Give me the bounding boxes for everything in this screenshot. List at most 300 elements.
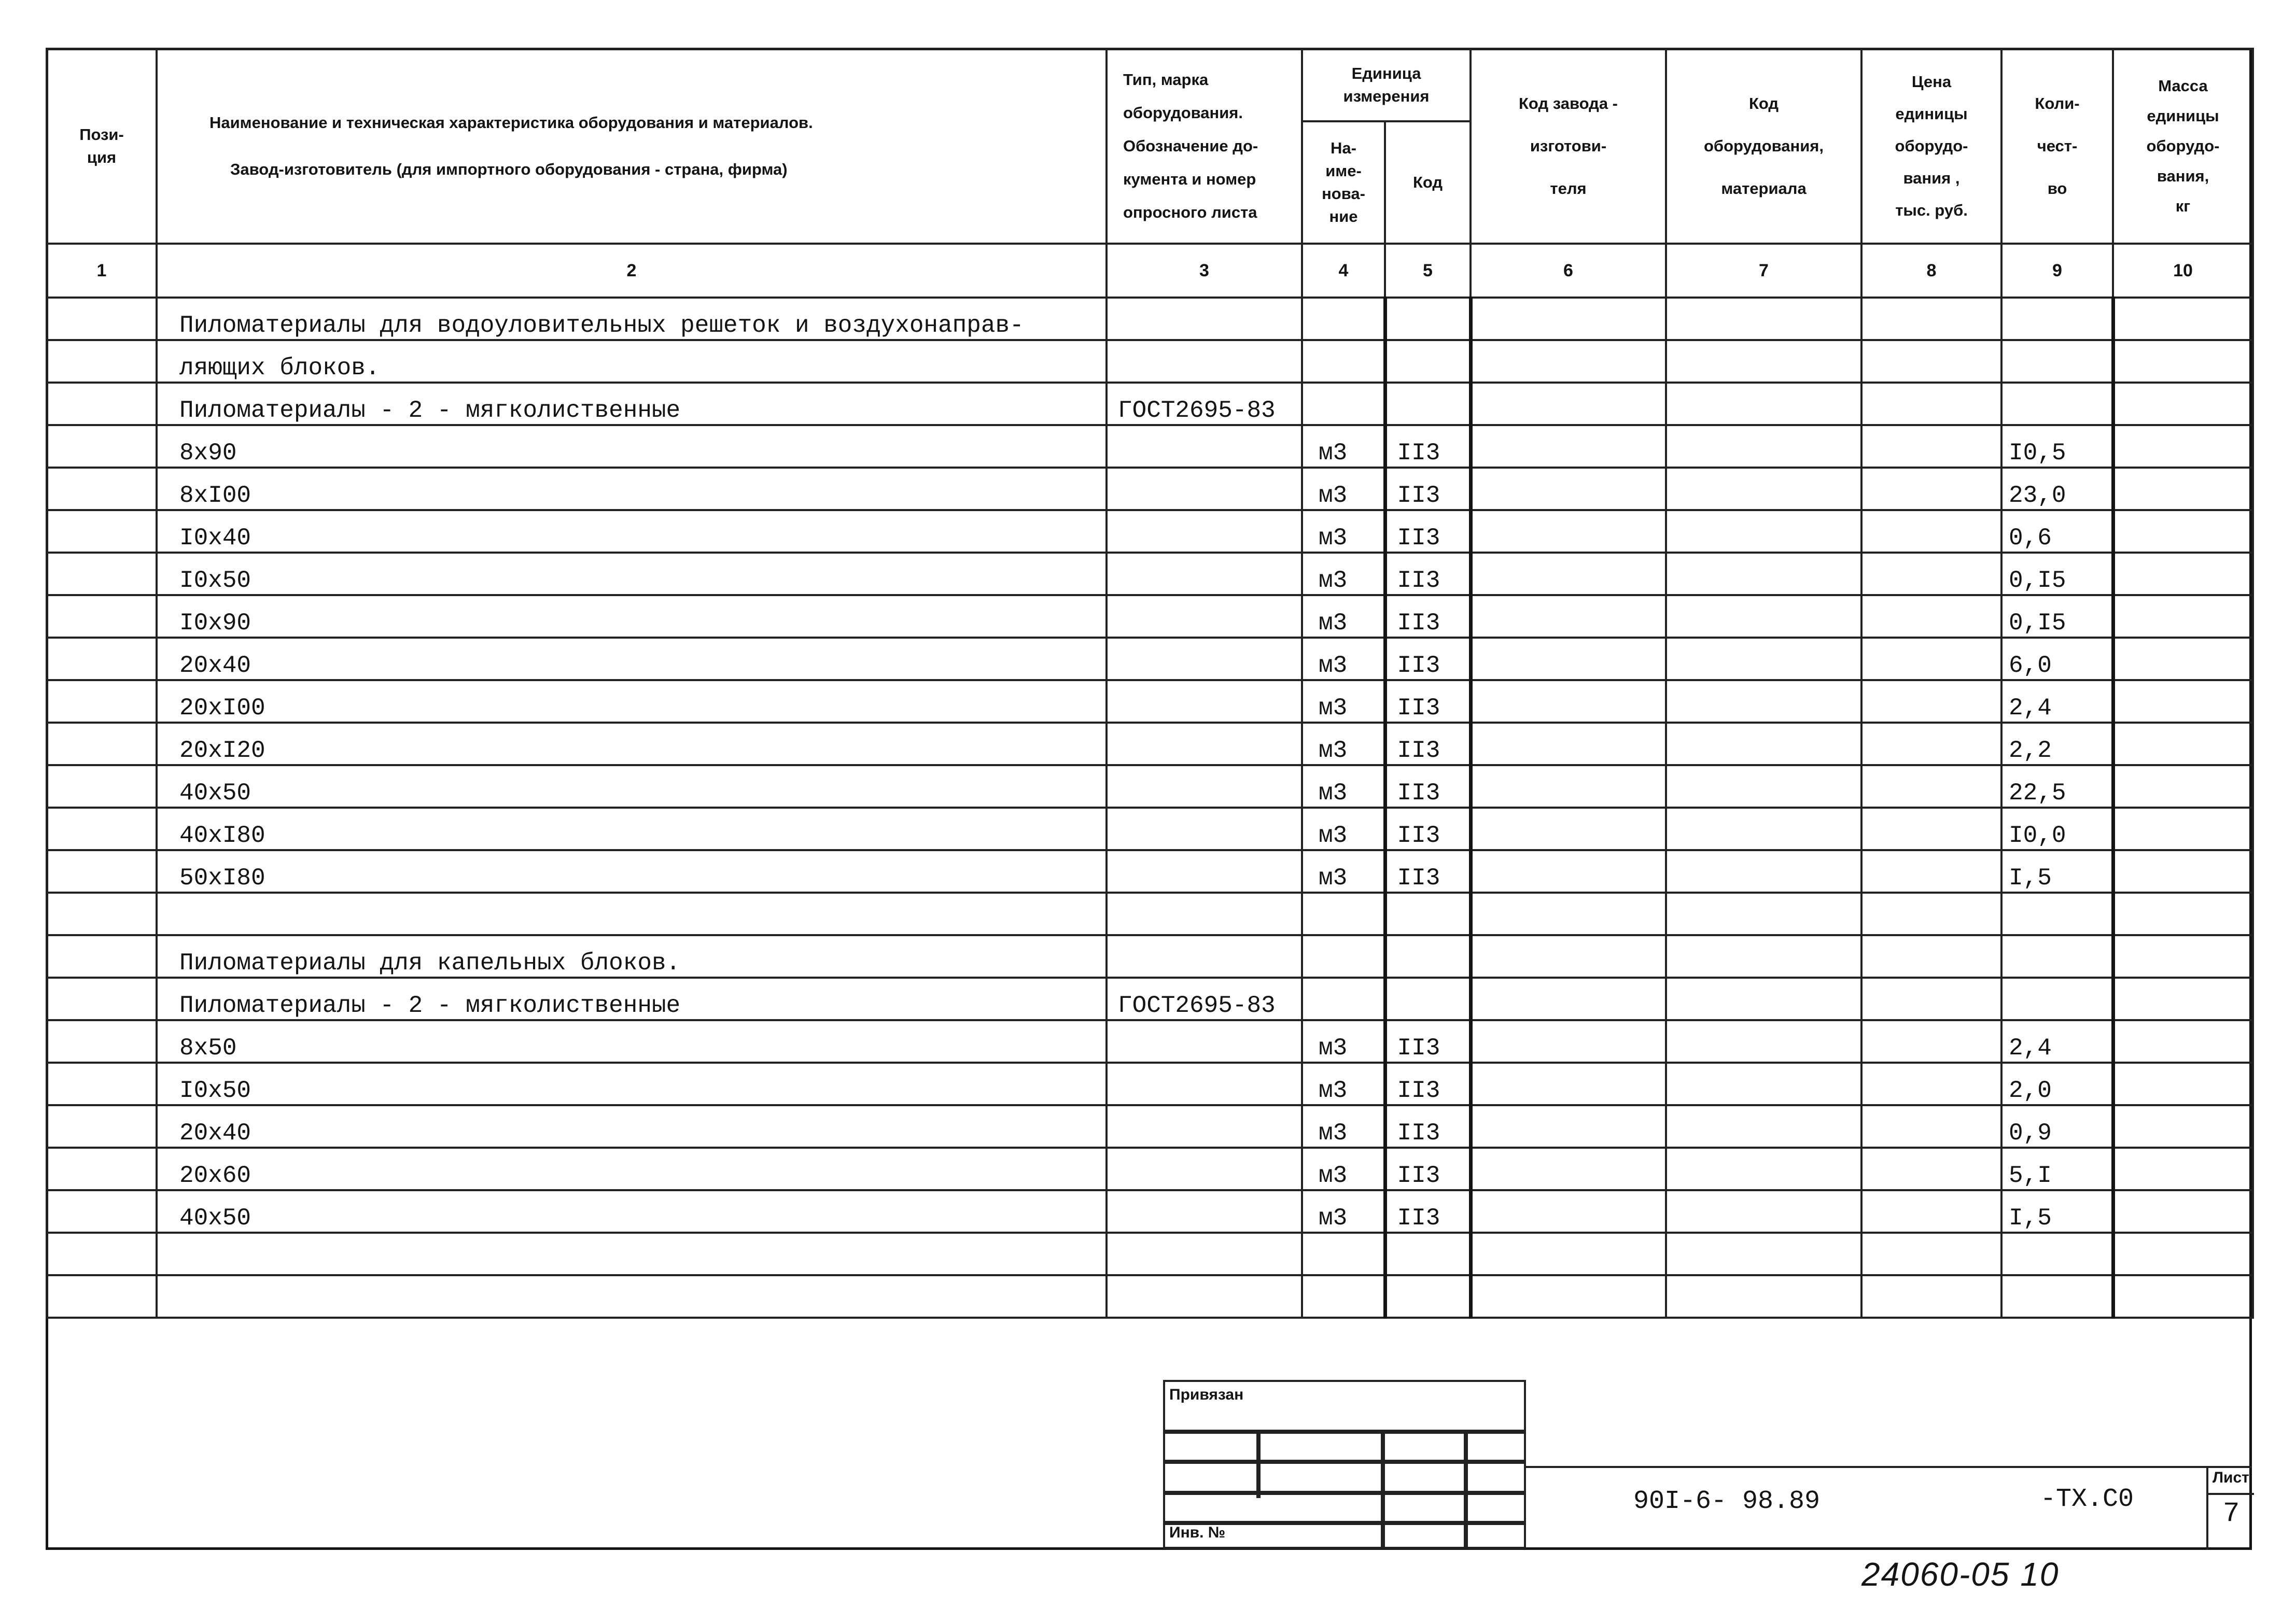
table-cell-c6 [1471, 1020, 1666, 1063]
table-cell-c10 [2113, 935, 2253, 978]
table-cell-c6 [1471, 510, 1666, 553]
table-cell-c2: 20х40 [157, 1105, 1107, 1148]
table-cell-c2: 8х50 [157, 1020, 1107, 1063]
table-cell-c6 [1471, 638, 1666, 680]
table-cell-c7 [1666, 468, 1861, 510]
document-number: 90I-6- 98.89 [1633, 1487, 1821, 1516]
table-cell-c7 [1666, 425, 1861, 468]
header-plant-code: Код завода - изготови- теля [1471, 49, 1666, 244]
table-cell-c3 [1107, 468, 1302, 510]
table-row [47, 1020, 2253, 1063]
header-type: Тип, марка оборудования. Обозначение до- кумента и номер опросного листа [1107, 49, 1302, 244]
table-cell-c3: ГОСТ2695-83 [1107, 978, 1302, 1020]
table-cell-c4 [1302, 1233, 1385, 1275]
table-cell-c6 [1471, 1148, 1666, 1190]
table-cell-c7 [1666, 1105, 1861, 1148]
table-cell-c3 [1107, 1020, 1302, 1063]
table-cell-c7 [1666, 723, 1861, 765]
table-row [47, 765, 2253, 808]
table-cell-c8 [1861, 1148, 2001, 1190]
table-cell-c4: м3 [1302, 595, 1385, 638]
column-number: 7 [1666, 244, 1861, 298]
column-number: 1 [47, 244, 157, 298]
table-cell-c10 [2113, 298, 2253, 340]
table-cell-c3 [1107, 510, 1302, 553]
table-row [47, 298, 2253, 340]
table-cell-c10 [2113, 638, 2253, 680]
table-cell-c2: 20х60 [157, 1148, 1107, 1190]
table-cell-c10 [2113, 1148, 2253, 1190]
table-cell-c3 [1107, 425, 1302, 468]
table-cell-c5 [1385, 383, 1471, 425]
table-cell-c5: II3 [1385, 1105, 1471, 1148]
table-cell-c4 [1302, 935, 1385, 978]
sheet-box-divider [2208, 1493, 2254, 1495]
header-unit-name: На- име- нова- ние [1302, 121, 1385, 244]
table-cell-c2 [157, 893, 1107, 935]
table-cell-c3 [1107, 1063, 1302, 1105]
table-cell-c8 [1861, 340, 2001, 383]
specification-table [46, 48, 2254, 1319]
column-number: 3 [1107, 244, 1302, 298]
table-cell-c6 [1471, 723, 1666, 765]
table-cell-c1 [47, 425, 157, 468]
table-cell-c8 [1861, 553, 2001, 595]
table-cell-c10 [2113, 468, 2253, 510]
table-cell-c7 [1666, 1190, 1861, 1233]
table-cell-c8 [1861, 595, 2001, 638]
table-cell-c2: 50хI80 [157, 850, 1107, 893]
table-row [47, 425, 2253, 468]
table-cell-c2: I0х40 [157, 510, 1107, 553]
table-cell-c2: 40х50 [157, 765, 1107, 808]
table-cell-c5: II3 [1385, 1063, 1471, 1105]
table-row [47, 1190, 2253, 1233]
table-cell-c2 [157, 1233, 1107, 1275]
table-cell-c9: I0,0 [2001, 808, 2113, 850]
table-cell-c1 [47, 1190, 157, 1233]
table-cell-c3 [1107, 1233, 1302, 1275]
table-cell-c10 [2113, 850, 2253, 893]
table-cell-c8 [1861, 1105, 2001, 1148]
table-cell-c7 [1666, 808, 1861, 850]
table-cell-c8 [1861, 765, 2001, 808]
table-cell-c4: м3 [1302, 680, 1385, 723]
header-quantity: Коли- чест- во [2001, 49, 2113, 244]
table-cell-c6 [1471, 553, 1666, 595]
table-cell-c7 [1666, 893, 1861, 935]
title-block-stamp [1163, 1380, 1526, 1549]
table-cell-c5: II3 [1385, 808, 1471, 850]
table-cell-c1 [47, 680, 157, 723]
header-position: Пози- ция [47, 49, 157, 244]
table-cell-c7 [1666, 298, 1861, 340]
table-cell-c3 [1107, 638, 1302, 680]
table-cell-c7 [1666, 638, 1861, 680]
table-cell-c5: II3 [1385, 765, 1471, 808]
table-cell-c2: I0х50 [157, 1063, 1107, 1105]
column-number: 5 [1385, 244, 1471, 298]
table-cell-c5: II3 [1385, 1148, 1471, 1190]
table-cell-c1 [47, 893, 157, 935]
sheet-label: Лист [2213, 1469, 2249, 1486]
table-cell-c9: 0,9 [2001, 1105, 2113, 1148]
table-cell-c6 [1471, 1233, 1666, 1275]
table-cell-c7 [1666, 1233, 1861, 1275]
table-cell-c6 [1471, 808, 1666, 850]
table-cell-c7 [1666, 595, 1861, 638]
table-cell-c9: I,5 [2001, 850, 2113, 893]
inventory-number-label: Инв. № [1169, 1524, 1226, 1541]
table-cell-c5: II3 [1385, 850, 1471, 893]
table-cell-c1 [47, 1063, 157, 1105]
stamp-line [1256, 1430, 1261, 1498]
table-cell-c9 [2001, 893, 2113, 935]
table-cell-c8 [1861, 1233, 2001, 1275]
table-cell-c9 [2001, 935, 2113, 978]
table-cell-c2: I0х90 [157, 595, 1107, 638]
table-row [47, 893, 2253, 935]
table-cell-c1 [47, 595, 157, 638]
table-cell-c5 [1385, 935, 1471, 978]
column-number: 4 [1302, 244, 1385, 298]
table-cell-c3 [1107, 595, 1302, 638]
table-cell-c7 [1666, 553, 1861, 595]
table-cell-c4: м3 [1302, 723, 1385, 765]
table-cell-c10 [2113, 1020, 2253, 1063]
header-price: Цена единицы оборудо- вания , тыс. руб. [1861, 49, 2001, 244]
stamp-line [1163, 1460, 1526, 1464]
header-unit-code: Код [1385, 121, 1471, 244]
table-cell-c3 [1107, 893, 1302, 935]
table-cell-c7 [1666, 765, 1861, 808]
table-cell-c8 [1861, 468, 2001, 510]
table-cell-c7 [1666, 340, 1861, 383]
table-cell-c1 [47, 850, 157, 893]
table-cell-c1 [47, 808, 157, 850]
table-cell-c3 [1107, 1105, 1302, 1148]
table-cell-c4 [1302, 298, 1385, 340]
table-cell-c9: I0,5 [2001, 425, 2113, 468]
table-cell-c1 [47, 298, 157, 340]
table-cell-c6 [1471, 978, 1666, 1020]
table-cell-c9: 5,I [2001, 1148, 2113, 1190]
table-cell-c2: 40х50 [157, 1190, 1107, 1233]
header-equipment-code: Код оборудования, материала [1666, 49, 1861, 244]
table-cell-c5 [1385, 893, 1471, 935]
table-cell-c10 [2113, 1063, 2253, 1105]
table-cell-c2: Пиломатериалы для капельных блоков. [157, 935, 1107, 978]
table-cell-c8 [1861, 680, 2001, 723]
table-cell-c6 [1471, 340, 1666, 383]
table-cell-c10 [2113, 595, 2253, 638]
column-number-row [47, 244, 2253, 298]
table-cell-c5: II3 [1385, 553, 1471, 595]
column-number: 9 [2001, 244, 2113, 298]
table-cell-c10 [2113, 425, 2253, 468]
table-cell-c6 [1471, 1190, 1666, 1233]
table-cell-c5: II3 [1385, 638, 1471, 680]
linked-label: Привязан [1169, 1386, 1244, 1403]
table-cell-c2: 8х90 [157, 425, 1107, 468]
table-cell-c6 [1471, 680, 1666, 723]
table-cell-c10 [2113, 680, 2253, 723]
table-row [47, 553, 2253, 595]
table-cell-c4: м3 [1302, 1190, 1385, 1233]
table-cell-c6 [1471, 765, 1666, 808]
table-cell-c6 [1471, 1105, 1666, 1148]
table-cell-c9: 2,0 [2001, 1063, 2113, 1105]
column-number: 10 [2113, 244, 2253, 298]
handwritten-archive-number: 24060-05 10 [1861, 1556, 2060, 1593]
table-row [47, 978, 2253, 1020]
table-cell-c6 [1471, 893, 1666, 935]
stamp-line [1464, 1430, 1468, 1549]
table-cell-c5: II3 [1385, 510, 1471, 553]
table-cell-c3 [1107, 808, 1302, 850]
table-cell-c2: 20хI00 [157, 680, 1107, 723]
table-row [47, 1275, 2253, 1318]
table-cell-c1 [47, 723, 157, 765]
table-cell-c6 [1471, 935, 1666, 978]
header-mass: Масса единицы оборудо- вания, кг [2113, 49, 2253, 244]
table-cell-c1 [47, 340, 157, 383]
table-cell-c10 [2113, 1233, 2253, 1275]
table-cell-c2: I0х50 [157, 553, 1107, 595]
table-cell-c4 [1302, 340, 1385, 383]
table-cell-c4: м3 [1302, 850, 1385, 893]
table-cell-c2: 40хI80 [157, 808, 1107, 850]
table-cell-c7 [1666, 850, 1861, 893]
table-cell-c3 [1107, 1190, 1302, 1233]
table-body [47, 49, 2253, 1318]
table-cell-c9: 0,I5 [2001, 595, 2113, 638]
table-cell-c4: м3 [1302, 808, 1385, 850]
table-cell-c7 [1666, 1063, 1861, 1105]
table-cell-c7 [1666, 935, 1861, 978]
header-unit: Единица измерения [1302, 49, 1471, 121]
table-cell-c10 [2113, 1275, 2253, 1318]
table-cell-c9: 0,6 [2001, 510, 2113, 553]
table-cell-c5 [1385, 298, 1471, 340]
table-cell-c2: Пиломатериалы для водоуловительных решеток и воздухонаправ- [157, 298, 1107, 340]
table-cell-c10 [2113, 1105, 2253, 1148]
table-row [47, 468, 2253, 510]
table-row [47, 935, 2253, 978]
table-cell-c5: II3 [1385, 468, 1471, 510]
table-cell-c7 [1666, 1148, 1861, 1190]
table-cell-c4 [1302, 893, 1385, 935]
table-cell-c5: II3 [1385, 595, 1471, 638]
table-cell-c9: 22,5 [2001, 765, 2113, 808]
header-name: Наименование и техническая характеристика оборудования и материалов. Завод-изготовитель (для импортного оборудования - страна, фирма) [157, 49, 1107, 244]
table-cell-c5 [1385, 1233, 1471, 1275]
table-cell-c8 [1861, 1275, 2001, 1318]
table-cell-c9: 6,0 [2001, 638, 2113, 680]
table-cell-c1 [47, 468, 157, 510]
table-cell-c5: II3 [1385, 1020, 1471, 1063]
table-cell-c4 [1302, 978, 1385, 1020]
table-cell-c8 [1861, 808, 2001, 850]
table-cell-c5: II3 [1385, 1190, 1471, 1233]
table-row [47, 808, 2253, 850]
table-cell-c4: м3 [1302, 553, 1385, 595]
table-cell-c3 [1107, 298, 1302, 340]
table-cell-c8 [1861, 850, 2001, 893]
table-cell-c8 [1861, 1190, 2001, 1233]
table-cell-c5: II3 [1385, 680, 1471, 723]
table-cell-c6 [1471, 1275, 1666, 1318]
table-cell-c3 [1107, 1275, 1302, 1318]
table-cell-c10 [2113, 1190, 2253, 1233]
table-row [47, 638, 2253, 680]
table-cell-c9 [2001, 1233, 2113, 1275]
table-cell-c1 [47, 978, 157, 1020]
table-cell-c6 [1471, 595, 1666, 638]
table-cell-c3: ГОСТ2695-83 [1107, 383, 1302, 425]
table-row [47, 1233, 2253, 1275]
table-cell-c4: м3 [1302, 1063, 1385, 1105]
table-row [47, 1105, 2253, 1148]
table-cell-c2 [157, 1275, 1107, 1318]
table-cell-c2: 8хI00 [157, 468, 1107, 510]
table-cell-c10 [2113, 765, 2253, 808]
table-cell-c5: II3 [1385, 425, 1471, 468]
table-cell-c3 [1107, 765, 1302, 808]
table-cell-c8 [1861, 1063, 2001, 1105]
table-cell-c1 [47, 553, 157, 595]
table-cell-c1 [47, 638, 157, 680]
table-cell-c6 [1471, 425, 1666, 468]
table-cell-c3 [1107, 723, 1302, 765]
table-cell-c7 [1666, 383, 1861, 425]
table-row [47, 340, 2253, 383]
sheet-number-box [2206, 1466, 2254, 1550]
table-cell-c4: м3 [1302, 638, 1385, 680]
table-row [47, 510, 2253, 553]
table-cell-c8 [1861, 638, 2001, 680]
table-cell-c3 [1107, 1148, 1302, 1190]
table-cell-c9 [2001, 340, 2113, 383]
table-cell-c8 [1861, 425, 2001, 468]
table-cell-c5: II3 [1385, 723, 1471, 765]
table-cell-c9: 2,4 [2001, 1020, 2113, 1063]
table-cell-c6 [1471, 468, 1666, 510]
table-cell-c4: м3 [1302, 1105, 1385, 1148]
table-cell-c2: 20хI20 [157, 723, 1107, 765]
table-cell-c8 [1861, 298, 2001, 340]
table-cell-c4: м3 [1302, 1020, 1385, 1063]
table-row [47, 1148, 2253, 1190]
table-cell-c9: 23,0 [2001, 468, 2113, 510]
table-cell-c1 [47, 1020, 157, 1063]
table-cell-c1 [47, 765, 157, 808]
table-cell-c6 [1471, 850, 1666, 893]
table-cell-c10 [2113, 383, 2253, 425]
table-cell-c8 [1861, 1020, 2001, 1063]
table-cell-c9 [2001, 298, 2113, 340]
table-cell-c1 [47, 510, 157, 553]
table-cell-c2: Пиломатериалы - 2 - мягколиственные [157, 383, 1107, 425]
table-cell-c9 [2001, 978, 2113, 1020]
table-cell-c7 [1666, 978, 1861, 1020]
table-cell-c8 [1861, 510, 2001, 553]
table-row [47, 1063, 2253, 1105]
table-cell-c5 [1385, 978, 1471, 1020]
table-cell-c4: м3 [1302, 765, 1385, 808]
table-cell-c10 [2113, 893, 2253, 935]
stamp-line [1381, 1430, 1385, 1549]
table-row [47, 850, 2253, 893]
column-number: 6 [1471, 244, 1666, 298]
table-cell-c3 [1107, 680, 1302, 723]
table-cell-c2: 20х40 [157, 638, 1107, 680]
table-cell-c9: 2,2 [2001, 723, 2113, 765]
table-cell-c10 [2113, 340, 2253, 383]
table-cell-c8 [1861, 723, 2001, 765]
header-row-top [47, 49, 2253, 121]
table-cell-c5 [1385, 340, 1471, 383]
table-cell-c1 [47, 1275, 157, 1318]
table-cell-c1 [47, 1233, 157, 1275]
table-cell-c7 [1666, 1275, 1861, 1318]
table-cell-c10 [2113, 978, 2253, 1020]
table-cell-c3 [1107, 340, 1302, 383]
table-cell-c4 [1302, 1275, 1385, 1318]
table-cell-c9: I,5 [2001, 1190, 2113, 1233]
table-cell-c1 [47, 935, 157, 978]
table-cell-c10 [2113, 808, 2253, 850]
table-cell-c7 [1666, 1020, 1861, 1063]
table-cell-c8 [1861, 383, 2001, 425]
table-cell-c4 [1302, 383, 1385, 425]
table-cell-c7 [1666, 510, 1861, 553]
table-cell-c6 [1471, 383, 1666, 425]
stamp-line [1163, 1491, 1526, 1495]
table-cell-c1 [47, 1105, 157, 1148]
table-cell-c10 [2113, 510, 2253, 553]
table-cell-c6 [1471, 1063, 1666, 1105]
table-cell-c4: м3 [1302, 468, 1385, 510]
table-cell-c7 [1666, 680, 1861, 723]
column-number: 2 [157, 244, 1107, 298]
table-row [47, 595, 2253, 638]
table-cell-c1 [47, 1148, 157, 1190]
table-row [47, 383, 2253, 425]
table-row [47, 680, 2253, 723]
table-cell-c2: Пиломатериалы - 2 - мягколиственные [157, 978, 1107, 1020]
sheet-number: 7 [2223, 1498, 2240, 1530]
table-cell-c4: м3 [1302, 425, 1385, 468]
table-cell-c8 [1861, 893, 2001, 935]
table-cell-c3 [1107, 935, 1302, 978]
table-cell-c1 [47, 383, 157, 425]
table-cell-c8 [1861, 935, 2001, 978]
table-cell-c6 [1471, 298, 1666, 340]
stamp-line [1163, 1430, 1526, 1434]
table-cell-c3 [1107, 850, 1302, 893]
table-cell-c9 [2001, 1275, 2113, 1318]
table-cell-c9: 0,I5 [2001, 553, 2113, 595]
table-cell-c2: ляющих блоков. [157, 340, 1107, 383]
table-cell-c10 [2113, 723, 2253, 765]
table-cell-c10 [2113, 553, 2253, 595]
table-cell-c5 [1385, 1275, 1471, 1318]
document-suffix: -ТХ.С0 [2040, 1485, 2134, 1514]
table-cell-c8 [1861, 978, 2001, 1020]
table-cell-c4: м3 [1302, 1148, 1385, 1190]
table-cell-c9: 2,4 [2001, 680, 2113, 723]
